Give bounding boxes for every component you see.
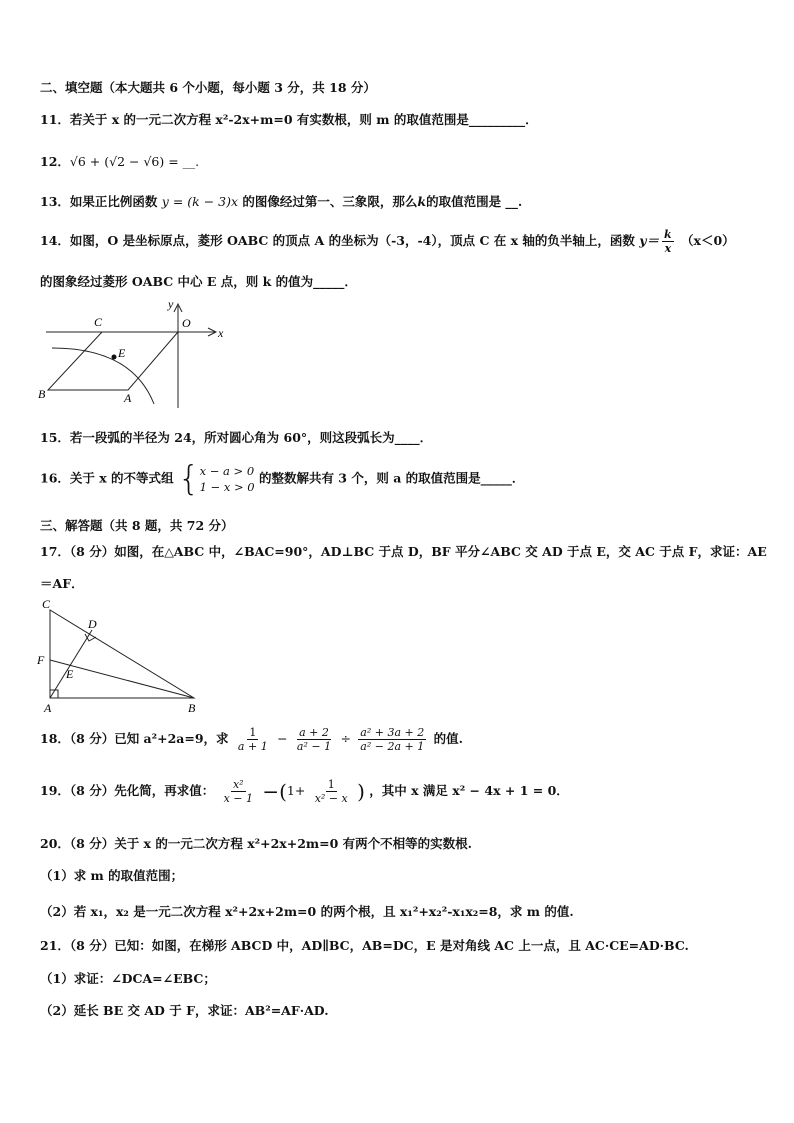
label-E: E (66, 667, 74, 681)
fraction-3: $\frac{\text{a² + 3a + 2}}{\text{a² − 2a + 1}}$ (360, 726, 425, 753)
variable: k (417, 194, 427, 209)
question-text: 关于 x 的不等式组 (69, 470, 174, 486)
rhombus-figure (36, 296, 236, 416)
point-E (112, 355, 117, 360)
label-D: D (88, 617, 97, 631)
question-20-part1: （1）求 m 的取值范围； (40, 868, 184, 883)
label-y: y (168, 297, 174, 311)
fraction-1: $\frac{\text{x²}}{x - 1}$ (223, 778, 253, 805)
question-21-stem: 21．（8 分）已知：如图，在梯形 ABCD 中，AD∥BC，AB=DC，E 是对角线 AC 上一点，且 AC·CE=AD·BC. (40, 938, 689, 953)
section-heading-fill-blank: 二、填空题（本大题共 6 个小题，每小题 3 分，共 18 分） (40, 80, 376, 95)
expression: √6 + (√2 − √6) = __. (69, 154, 200, 169)
question-text: 的取值范围是 __. (426, 194, 523, 209)
fraction-2: $\frac{a + 2}{\text{a² − 1}}$ (296, 726, 332, 753)
rhombus-OABC (48, 332, 178, 390)
segment-AD (50, 630, 92, 698)
label-A: A (44, 701, 52, 715)
question-text: 如果正比例函数 (69, 194, 158, 209)
triangle-figure (34, 594, 214, 718)
question-text: 的整数解共有 3 个，则 a 的取值范围是_____． (258, 470, 525, 486)
question-text: 若一段弧的半径为 24，所对圆心角为 60°，则这段弧长为____． (69, 430, 433, 445)
question-17-line2: ＝AF． (40, 576, 84, 591)
hyperbola-curve (52, 348, 154, 404)
label-B: B (38, 387, 46, 401)
question-21-part1: （1）求证：∠DCA=∠EBC； (40, 971, 216, 986)
fraction-2: $\frac{1}{\text{x² − x}}$ (314, 778, 348, 805)
question-13 (40, 192, 522, 210)
question-20-part2: （2）若 x₁，x₂ 是一元二次方程 x²+2x+2m=0 的两个根，且 x₁²+x₂²-x₁x₂=8，求 m 的值. (40, 904, 574, 919)
label-E: E (118, 346, 126, 360)
question-text: 若关于 x 的一元二次方程 x²-2x+m=0 有实数根，则 m 的取值范围是_________． (69, 112, 538, 127)
label-C: C (94, 315, 103, 329)
question-14-line1: 14．如图，O 是坐标原点，菱形 OABC 的顶点 A 的坐标为（-3，-4），顶点 C 在 x 轴的负半轴上，函数 y＝ $\frac{k}{x}$ （x＜0） (40, 228, 735, 255)
triangle-ABC (50, 610, 194, 698)
label-A: A (124, 391, 132, 405)
condition: （x＜0） (681, 233, 735, 248)
question-number: 14． (40, 233, 70, 248)
fraction-1: $\frac{1}{a + 1}$ (237, 726, 268, 753)
question-number: 11． (40, 112, 70, 127)
question-11 (40, 110, 538, 128)
question-15 (40, 428, 432, 446)
label-B: B (188, 701, 196, 715)
inequality-system: x − a > 0 1 − x > 0 (199, 464, 255, 494)
question-18: 18．（8 分）已知 a²+2a=9，求 $\frac{1}{a + 1}$ − $\frac{a + 2}{\text{a² − 1}}$ ÷ $\frac{\text{a² + 3a + 2}}{\text{a² − 2a + 1}}$ 的值. (40, 726, 463, 753)
question-number: 13． (40, 194, 70, 209)
fraction-k-over-x: $\frac{k}{x}$ (664, 228, 672, 255)
question-19: 19．（8 分）先化简，再求值： $\frac{\text{x²}}{x - 1}$ −(1+ $\frac{1}{\text{x² − x}}$ ) ，其中 x 满足 x² − 4x + 1 = 0． (40, 778, 569, 805)
question-text: 如图，O 是坐标原点，菱形 OABC 的顶点 A 的坐标为（-3，-4），顶点 C 在 x 轴的负半轴上，函数 (69, 233, 635, 248)
section-heading-solutions: 三、解答题（共 8 题，共 72 分） (40, 518, 234, 533)
question-text: 的值. (433, 731, 463, 746)
label-O: O (182, 316, 191, 330)
question-12 (40, 152, 199, 170)
question-14-line2: 的图象经过菱形 OABC 中心 E 点，则 k 的值为_____． (40, 274, 357, 289)
question-16: 16．关于 x 的不等式组 { x − a > 0 1 − x > 0 的整数解共有 3 个，则 a 的取值范围是_____． (40, 459, 525, 499)
question-text: 19．（8 分）先化简，再求值： (40, 783, 215, 798)
question-number: 16． (40, 470, 70, 486)
label-F: F (37, 653, 45, 667)
question-text: 18．（8 分）已知 a²+2a=9，求 (40, 731, 229, 746)
label-x: x (218, 326, 224, 340)
question-text: ，其中 x 满足 x² − 4x + 1 = 0． (369, 783, 569, 798)
function-expression: y = (k − 3)x (161, 194, 239, 209)
question-number: 15． (40, 430, 70, 445)
question-text: 的图像经过第一、三象限，那么 (242, 194, 418, 209)
question-number: 12． (40, 154, 70, 169)
question-17-line1: 17．（8 分）如图，在△ABC 中，∠BAC=90°，AD⊥BC 于点 D，BF 平分∠ABC 交 AD 于点 E，交 AC 于点 F，求证：AE (40, 544, 767, 559)
question-20-stem: 20．（8 分）关于 x 的一元二次方程 x²+2x+2m=0 有两个不相等的实数根. (40, 836, 473, 851)
question-21-part2: （2）延长 BE 交 AD 于 F，求证：AB²=AF·AD. (40, 1003, 329, 1018)
label-C: C (42, 597, 51, 611)
